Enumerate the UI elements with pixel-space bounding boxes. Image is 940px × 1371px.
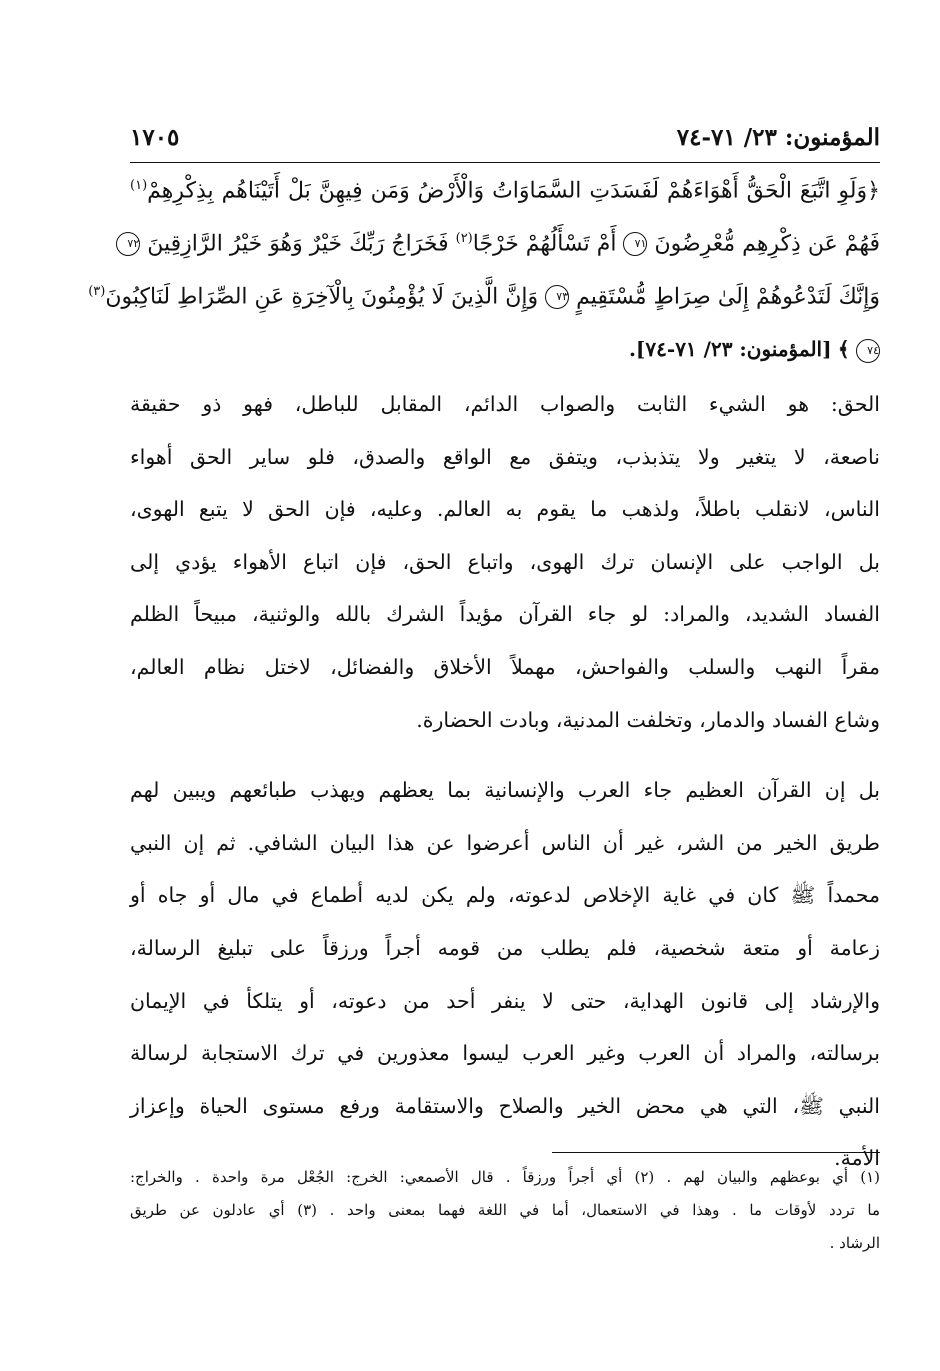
verse-line (130, 337, 880, 390)
page-header (130, 118, 880, 163)
text-line: الأمة. (834, 1146, 880, 1171)
text-line: الحق: هو الشيء الثابت والصواب الدائم، المقابل للباطل، فهو ذو حقيقة (130, 392, 880, 416)
closing-bracket: ﴾ (837, 337, 850, 361)
verse-text: ﴿وَلَوِ اتَّبَعَ الْحَقُّ أَهْوَاءَهُمْ لَفَسَدَتِ السَّمَاوَاتُ وَالْأَرْضُ وَمَن فِيهِنَّ بَلْ أَتَيْنَاهُم بِذِكْرِهِمْ (147, 178, 880, 204)
text-line: النبي ﷺ، التي هي محض الخير والصلاح والاستقامة ورفع مستوى الحياة وإعزاز (130, 1093, 880, 1118)
verse-text: فَهُمْ عَن ذِكْرِهِم مُّعْرِضُونَ (654, 231, 880, 257)
paragraph (130, 392, 880, 760)
text-line: ناصعة، لا يتغير ولا يتذبذب، ويتفق مع الواقع والصدق، فلو ساير الحق أهواء (130, 444, 880, 469)
verse-text: وَإِنَّكَ لَتَدْعُوهُمْ إِلَىٰ صِرَاطٍ مُّسْتَقِيمٍ (576, 284, 880, 310)
footnote-divider (552, 1152, 880, 1153)
verse-text: أَمْ تَسْأَلُهُمْ خَرْجًا (472, 231, 617, 257)
verse-line (130, 178, 880, 231)
ayah-number-mark: ٧٣ (545, 285, 569, 309)
verse-text: فَخَرَاجُ رَبِّكَ خَيْرٌ وَهُوَ خَيْرُ الرَّازِقِينَ (147, 231, 449, 257)
text-line: والإرشاد إلى قانون الهداية، حتى لا ينفر أحد من دعوته، أو يتلكأ في الإيمان (130, 988, 880, 1013)
text-line: بل إن القرآن العظيم جاء العرب والإنسانية بما يعظهم ويهذب طبائعهم ويبين لهم (130, 778, 880, 803)
footnote-ref: (٢) (455, 231, 473, 246)
page-number: ١٧٠٥ (130, 124, 180, 151)
ayah-number-mark: ٧٤ (856, 339, 880, 363)
text-line: وشاع الفساد والدمار، وتخلفت المدنية، وبادت الحضارة. (416, 707, 880, 732)
verse-line (88, 284, 880, 337)
text-line: بل الواجب على الإنسان ترك الهوى، واتباع الحق، فإن اتباع الأهواء يؤدي إلى (130, 549, 880, 574)
text-line: مقراً النهب والسلب والفواحش، مهملاً الأخلاق والفضائل، لاختل نظام العالم، (130, 654, 880, 679)
ayah-number-mark: ٧١ (623, 232, 647, 256)
footnote-line: الرشاد . (829, 1234, 880, 1252)
running-title: المؤمنون: ٢٣/ ٧١-٧٤ (676, 124, 880, 151)
verse-text: وَإِنَّ الَّذِينَ لَا يُؤْمِنُونَ بِالْآخِرَةِ عَنِ الصِّرَاطِ لَنَاكِبُونَ (105, 284, 539, 310)
text-line: الناس، لانقلب باطلاً، ولذهب ما يقوم به العالم. وعليه، فإن الحق لا يتبع الهوى، (130, 497, 880, 522)
footnote-line: ما تردد لأوقات ما . وهذا في الاستعمال، أما في اللغة فهما بمعنى واحد . (٣) أي عادلون عن طريق (130, 1201, 880, 1219)
footnote-line: (١) أي بوعظهم والبيان لهم . (٢) أي أجراً ورزقاً . قال الأصمعي: الخرج: الجُعْل مرة واحدة . والخراج: (130, 1168, 880, 1186)
verse-line (127, 231, 880, 284)
quran-verse-block (88, 178, 880, 390)
ayah-number-mark: ٧٢ (116, 232, 140, 256)
footnotes (130, 1168, 880, 1267)
footnote-ref: (٣) (88, 284, 106, 299)
text-line: برسالته، والمراد أن العرب وغير العرب ليسوا معذورين في ترك الاستجابة لرسالة (130, 1041, 880, 1066)
text-line: محمداً ﷺ كان في غاية الإخلاص لدعوته، ولم يكن لديه أطماع في مال أو جاه أو (130, 883, 880, 908)
commentary-text (130, 392, 880, 1217)
verse-reference: [المؤمنون: ٢٣/ ٧١-٧٤]. (628, 337, 832, 361)
text-line: طريق الخير من الشر، غير أن الناس أعرضوا عن هذا البيان الشافي. ثم إن النبي (130, 830, 880, 855)
footnote-ref: (١) (130, 178, 148, 193)
paragraph (130, 778, 880, 1199)
text-line: زعامة أو متعة شخصية، فلم يطلب من قومه أجراً ورزقاً على تبليغ الرسالة، (130, 935, 880, 960)
text-line: الفساد الشديد، والمراد: لو جاء القرآن مؤيداً الشرك بالله والوثنية، مبيحاً الظلم (130, 602, 880, 627)
